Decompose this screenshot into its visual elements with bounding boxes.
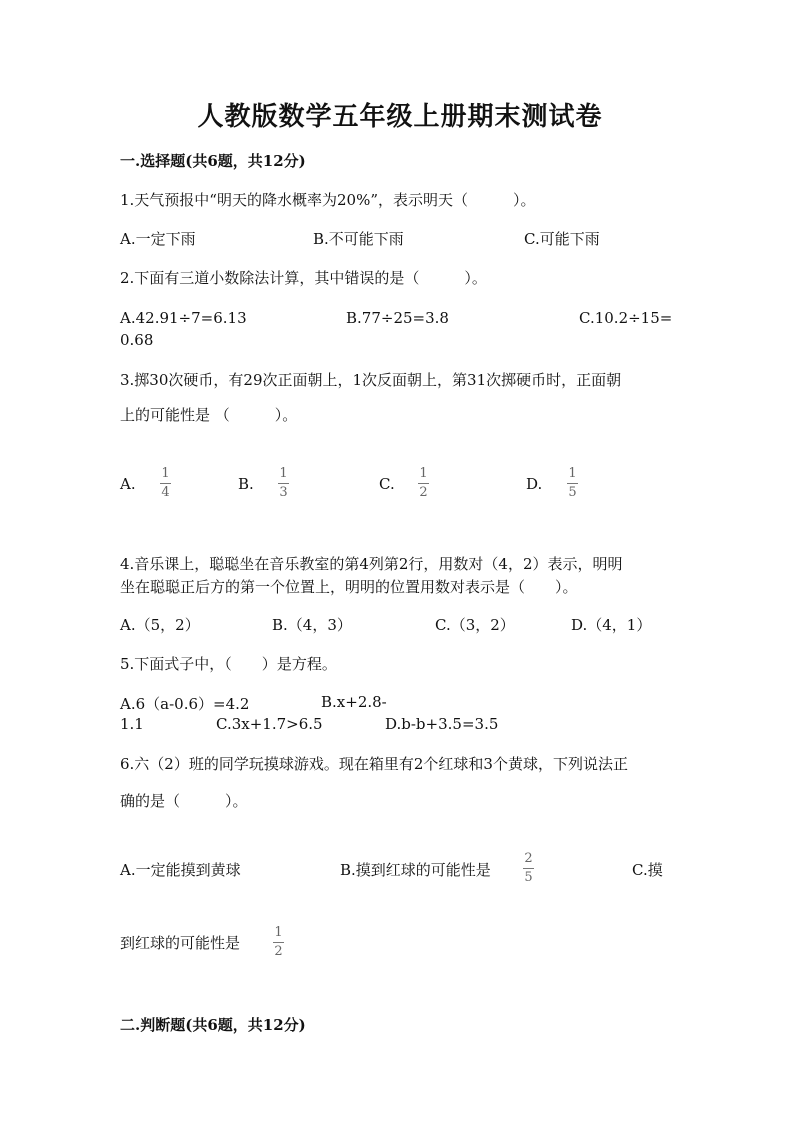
question-2-stem: 2.下面有三道小数除法计算，其中错误的是（ ）。 [120,269,487,287]
section-heading-true-false: 二.判断题(共6题，共12分) [120,1016,306,1034]
question-6-option-c-continued: 到红球的可能性是 [120,934,241,952]
question-5-stem: 5.下面式子中，（ ）是方程。 [120,655,337,673]
question-4-option-a: A.（5，2） [120,616,200,634]
question-3-option-d-label: D. [526,475,543,493]
fraction-denominator: 3 [279,485,288,500]
question-6-option-b: B.摸到红球的可能性是 [340,861,491,879]
question-4-stem-line-2: 坐在聪聪正后方的第一个位置上，明明的位置用数对表示是（ ）。 [120,578,578,596]
page-title: 人教版数学五年级上册期末测试卷 [197,102,603,132]
fraction-bar [567,483,578,484]
fraction-bar [273,942,284,943]
question-4-stem-line-1: 4.音乐课上，聪聪坐在音乐教室的第4列第2行，用数对（4，2）表示，明明 [120,555,623,573]
question-5-option-a: A.6（a-0.6）=4.2 [120,695,250,713]
fraction-denominator: 5 [568,485,577,500]
question-3-option-b-label: B. [238,475,254,493]
question-2-option-b: B.77÷25=3.8 [346,309,449,327]
question-4-option-b: B.（4，3） [272,616,352,634]
fraction-numerator: 1 [279,466,288,481]
fraction-numerator: 1 [274,925,283,940]
question-3-stem-line-1: 3.掷30次硬币，有29次正面朝上，1次反面朝上，第31次掷硬币时，正面朝 [120,371,622,389]
question-4-option-d: D.（4，1） [571,616,652,634]
question-6-option-a: A.一定能摸到黄球 [120,861,241,879]
question-1-option-c: C.可能下雨 [524,230,600,248]
question-6-option-c-start: C.摸 [632,861,663,879]
fraction-denominator: 5 [524,870,533,885]
question-2-option-c: C.10.2÷15= [579,309,673,327]
question-2-option-c-wrap: 0.68 [120,331,154,349]
question-6-stem-line-1: 6.六（2）班的同学玩摸球游戏。现在箱里有2个红球和3个黄球，下列说法正 [120,755,628,773]
question-3-option-b-fraction [278,467,289,500]
fraction-bar [278,483,289,484]
question-1-option-b: B.不可能下雨 [313,230,404,248]
fraction-numerator: 1 [568,466,577,481]
question-5-option-b: B.x+2.8- [321,693,387,711]
question-4-option-c: C.（3，2） [435,616,515,634]
question-3-option-a-label: A. [120,475,136,493]
fraction-numerator: 1 [419,466,428,481]
question-5-option-c: C.3x+1.7>6.5 [216,715,323,733]
fraction-numerator: 1 [161,466,170,481]
fraction-denominator: 2 [274,944,283,959]
question-2-option-a: A.42.91÷7=6.13 [120,309,247,327]
question-6-stem-line-2: 确的是（ ）。 [120,792,248,810]
question-3-option-c-label: C. [379,475,395,493]
fraction-bar [523,868,534,869]
fraction-denominator: 4 [161,485,170,500]
question-3-option-d-fraction [567,467,578,500]
question-5-option-b-wrap: 1.1 [120,715,144,733]
fraction-denominator: 2 [419,485,428,500]
question-3-option-c-fraction [418,467,429,500]
question-3-stem-line-2: 上的可能性是 （ ）。 [120,406,298,424]
section-heading-choice: 一.选择题(共6题，共12分) [120,152,306,170]
fraction-bar [418,483,429,484]
fraction-numerator: 2 [524,851,533,866]
fraction-bar [160,483,171,484]
question-6-option-c-fraction [273,926,284,959]
question-5-option-d: D.b-b+3.5=3.5 [385,715,499,733]
question-3-option-a-fraction [160,467,171,500]
question-1-option-a: A.一定下雨 [120,230,196,248]
question-1-stem: 1.天气预报中“明天的降水概率为20%”，表示明天（ ）。 [120,191,536,209]
question-6-option-b-fraction [523,852,534,885]
